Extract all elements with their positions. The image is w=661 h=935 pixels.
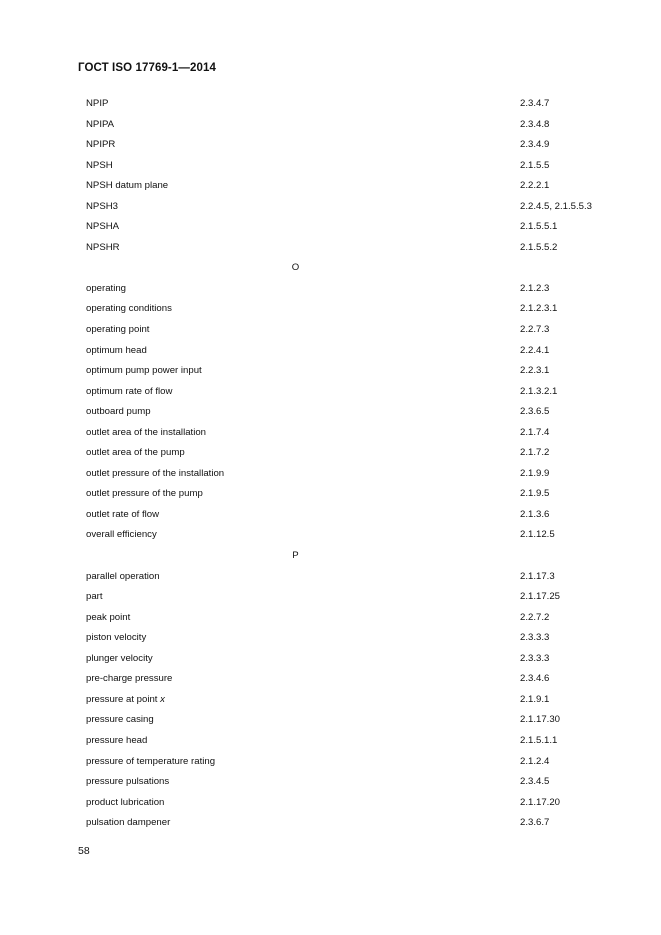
index-reference: 2.1.9.5 xyxy=(520,488,550,500)
index-term xyxy=(86,320,149,341)
index-term-text: NPSHR xyxy=(86,241,120,253)
index-entry xyxy=(0,525,661,546)
index-term-text: pressure of temperature rating xyxy=(86,755,216,767)
index-term-text: NPIP xyxy=(86,98,109,109)
index-term-text: plunger velocity xyxy=(86,652,153,664)
index-term xyxy=(86,567,160,588)
index-term xyxy=(86,752,215,773)
index-letter-heading xyxy=(0,546,661,567)
index-term xyxy=(86,443,185,464)
index-entry xyxy=(0,813,661,834)
index-entry xyxy=(0,176,661,197)
index-entry xyxy=(0,115,661,136)
index-entry xyxy=(0,197,661,218)
index-entry xyxy=(0,423,661,444)
index-term xyxy=(86,464,224,485)
index-term-text: NPIPR xyxy=(86,139,116,151)
index-reference: 2.1.12.5 xyxy=(520,529,555,541)
index-reference: 2.1.5.5.2 xyxy=(520,241,558,253)
index-term-text: outlet pressure of the pump xyxy=(86,488,203,500)
index-reference: 2.1.2.3.1 xyxy=(520,303,558,315)
index-reference: 2.3.4.8 xyxy=(520,118,550,130)
index-reference: 2.1.5.1.1 xyxy=(520,734,558,746)
index-entry xyxy=(0,567,661,588)
index-reference: 2.1.3.6 xyxy=(520,508,550,520)
index-term-text: piston velocity xyxy=(86,632,147,644)
index-entry xyxy=(0,320,661,341)
index-reference: 2.2.4.5, 2.1.5.5.3 xyxy=(520,200,593,212)
index-reference: 2.1.3.2.1 xyxy=(520,385,558,397)
index-entry xyxy=(0,217,661,238)
index-entry xyxy=(0,443,661,464)
alphabetical-index xyxy=(0,94,661,834)
index-reference: 2.1.5.5 xyxy=(520,159,550,171)
index-reference: 2.2.2.1 xyxy=(520,180,550,192)
index-reference: 2.1.9.9 xyxy=(520,467,550,479)
index-term xyxy=(86,299,172,320)
index-term-text: optimum rate of flow xyxy=(86,385,173,397)
index-term xyxy=(86,649,153,670)
index-entry xyxy=(0,587,661,608)
index-entry xyxy=(0,484,661,505)
index-reference: 2.2.7.3 xyxy=(520,324,550,336)
index-term xyxy=(86,710,154,731)
index-entry xyxy=(0,341,661,362)
index-term xyxy=(86,793,164,814)
index-reference: 2.3.6.5 xyxy=(520,406,550,418)
index-term xyxy=(86,279,126,300)
index-reference: 2.1.2.3 xyxy=(520,282,550,294)
index-term-text: operating point xyxy=(86,324,150,336)
index-entry xyxy=(0,94,661,115)
index-term-text: pressure head xyxy=(86,734,148,746)
index-term xyxy=(86,361,202,382)
index-term xyxy=(86,628,146,649)
index-term-text: optimum pump power input xyxy=(86,365,202,377)
index-term-text: pressure pulsations xyxy=(86,776,170,788)
index-reference: 2.1.17.3 xyxy=(520,570,555,582)
index-term-text: outlet area of the pump xyxy=(86,447,185,459)
index-reference: 2.2.3.1 xyxy=(520,365,550,377)
index-entry xyxy=(0,464,661,485)
index-entry xyxy=(0,238,661,259)
index-entry xyxy=(0,361,661,382)
index-reference: 2.1.17.25 xyxy=(520,591,561,603)
index-reference: 2.1.7.2 xyxy=(520,447,550,459)
index-term-text: optimum head xyxy=(86,344,147,356)
index-reference: 2.2.7.2 xyxy=(520,611,550,623)
index-entry xyxy=(0,649,661,670)
index-entry xyxy=(0,669,661,690)
index-term xyxy=(86,772,169,793)
index-reference: 2.3.4.5 xyxy=(520,776,550,788)
index-entry xyxy=(0,299,661,320)
page-number: 58 xyxy=(78,845,90,857)
index-term-text: product lubrication xyxy=(86,796,165,808)
index-term-text: peak point xyxy=(86,611,131,623)
index-reference: 2.3.3.3 xyxy=(520,632,550,644)
index-term xyxy=(86,484,203,505)
index-term-text: NPSH xyxy=(86,159,113,171)
index-entry xyxy=(0,402,661,423)
index-reference: 2.1.2.4 xyxy=(520,755,550,767)
index-term xyxy=(86,731,147,752)
index-reference: 2.3.4.9 xyxy=(520,139,550,151)
index-entry xyxy=(0,156,661,177)
index-term-text: NPSH3 xyxy=(86,200,118,212)
index-reference: 2.1.7.4 xyxy=(520,426,550,438)
index-term xyxy=(86,382,172,403)
index-reference: 2.1.9.1 xyxy=(520,693,550,705)
index-reference: 2.1.5.5.1 xyxy=(520,221,558,233)
index-term xyxy=(86,587,103,608)
index-entry xyxy=(0,710,661,731)
index-term-text: NPSHA xyxy=(86,221,120,233)
index-term xyxy=(86,525,157,546)
index-term xyxy=(86,135,115,156)
index-entry xyxy=(0,690,661,711)
index-term-text: pressure at point xyxy=(86,693,161,705)
index-entry xyxy=(0,279,661,300)
index-term xyxy=(86,813,170,834)
index-term xyxy=(86,156,113,177)
index-term xyxy=(86,197,118,218)
index-term xyxy=(86,608,130,629)
index-term-text: outboard pump xyxy=(86,406,151,418)
index-term xyxy=(86,217,119,238)
index-term-text: outlet area of the installation xyxy=(86,426,207,438)
index-term-text: pulsation dampener xyxy=(86,817,171,829)
index-term-variable: x xyxy=(160,693,165,705)
index-reference: 2.1.17.30 xyxy=(520,714,561,726)
index-term-text: operating xyxy=(86,282,127,294)
index-entry xyxy=(0,135,661,156)
index-term xyxy=(86,690,165,711)
index-entry xyxy=(0,793,661,814)
index-term xyxy=(86,115,114,136)
index-entry xyxy=(0,731,661,752)
index-entry xyxy=(0,628,661,649)
index-term-text: NPIPA xyxy=(86,118,115,130)
index-term-text: pressure casing xyxy=(86,714,154,726)
index-term xyxy=(86,423,206,444)
index-reference: 2.3.3.3 xyxy=(520,652,550,664)
document-header: ГОСТ ISO 17769-1—2014 xyxy=(78,62,216,74)
index-term xyxy=(86,341,147,362)
index-term xyxy=(86,402,151,423)
index-term xyxy=(86,94,108,115)
index-term xyxy=(86,669,172,690)
index-term-text: operating conditions xyxy=(86,303,172,315)
index-term xyxy=(86,505,159,526)
index-reference: 2.3.6.7 xyxy=(520,817,550,829)
index-entry xyxy=(0,505,661,526)
index-term xyxy=(86,238,120,259)
index-term xyxy=(86,176,168,197)
index-entry xyxy=(0,382,661,403)
index-reference: 2.3.4.7 xyxy=(520,98,550,109)
index-term-text: outlet rate of flow xyxy=(86,508,160,520)
index-entry xyxy=(0,752,661,773)
index-term-text: part xyxy=(86,591,103,603)
index-term-text: parallel operation xyxy=(86,570,160,582)
index-letter-heading xyxy=(0,258,661,279)
index-letter: P xyxy=(292,550,299,562)
index-term-text: outlet pressure of the installation xyxy=(86,467,225,479)
index-reference: 2.1.17.20 xyxy=(520,796,561,808)
index-term-text: pre-charge pressure xyxy=(86,673,173,685)
index-entry xyxy=(0,772,661,793)
index-reference: 2.2.4.1 xyxy=(520,344,550,356)
index-term-text: overall efficiency xyxy=(86,529,157,541)
index-letter: O xyxy=(291,262,300,274)
index-reference: 2.3.4.6 xyxy=(520,673,550,685)
index-term-text: NPSH datum plane xyxy=(86,180,169,192)
index-entry xyxy=(0,608,661,629)
